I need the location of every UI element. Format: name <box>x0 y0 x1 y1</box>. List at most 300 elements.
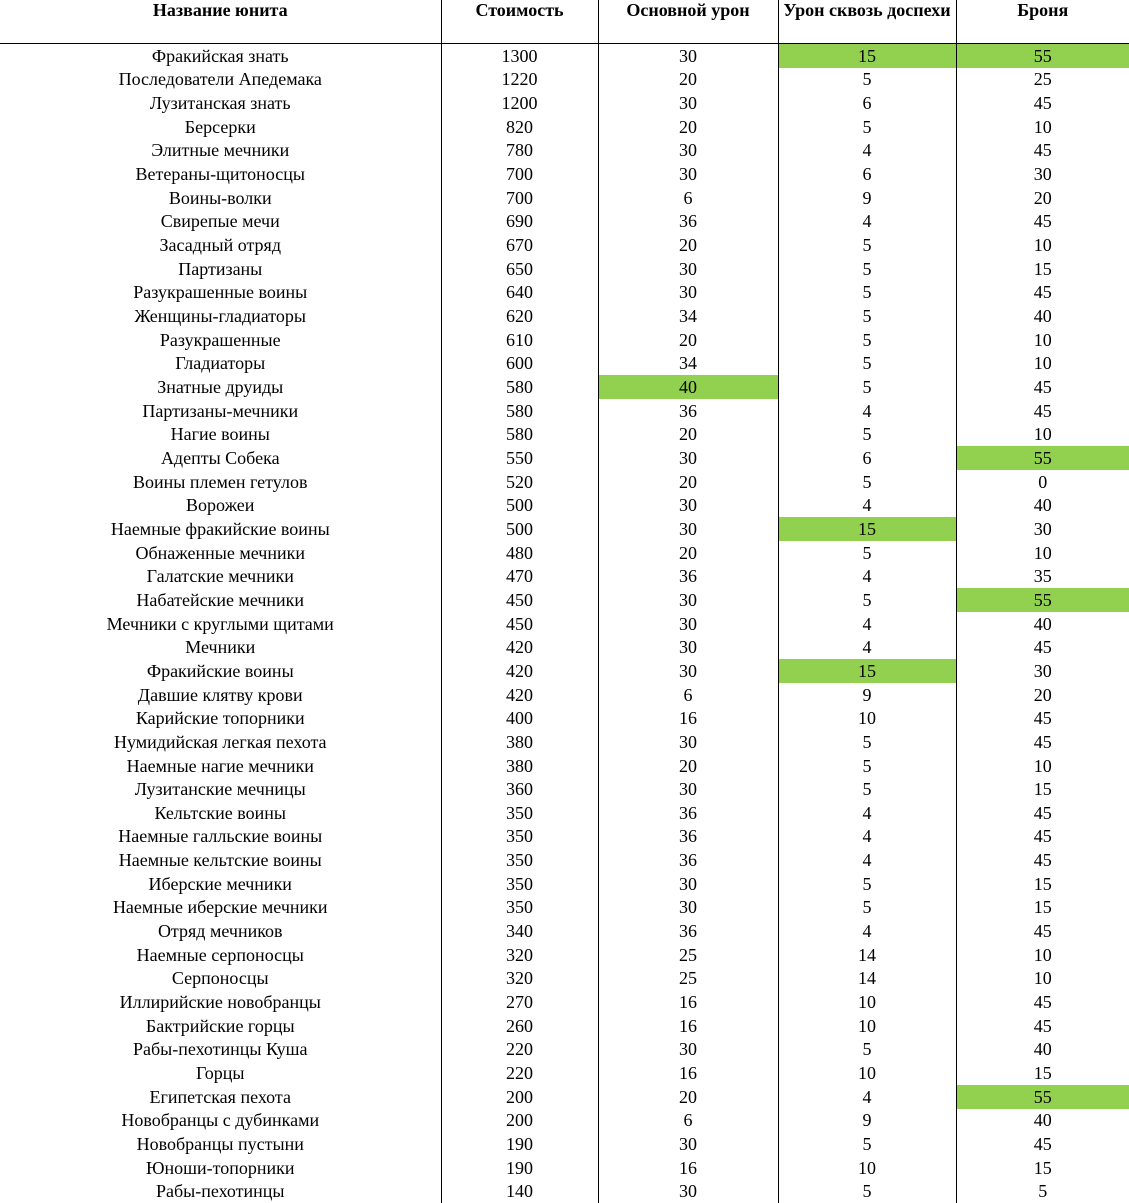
cell-armor: 30 <box>956 659 1129 683</box>
table-row <box>0 233 1129 257</box>
cell-armor: 15 <box>956 872 1129 896</box>
cell-armor-piercing: 9 <box>778 186 956 210</box>
cell-cost: 270 <box>441 990 598 1014</box>
cell-armor: 45 <box>956 139 1129 163</box>
cell-armor-piercing: 5 <box>778 1132 956 1156</box>
cell-unit-name: Адепты Собека <box>0 446 441 470</box>
table-row <box>0 825 1129 849</box>
table-row <box>0 1014 1129 1038</box>
cell-unit-name: Партизаны-мечники <box>0 399 441 423</box>
cell-base-damage: 40 <box>598 375 778 399</box>
cell-base-damage: 6 <box>598 683 778 707</box>
cell-unit-name: Берсерки <box>0 115 441 139</box>
cell-unit-name: Бактрийские горцы <box>0 1014 441 1038</box>
cell-unit-name: Горцы <box>0 1061 441 1085</box>
cell-cost: 580 <box>441 399 598 423</box>
cell-cost: 470 <box>441 564 598 588</box>
cell-cost: 1300 <box>441 44 598 68</box>
cell-armor: 45 <box>956 399 1129 423</box>
cell-base-damage: 30 <box>598 44 778 68</box>
cell-armor-piercing: 5 <box>778 257 956 281</box>
cell-base-damage: 16 <box>598 1014 778 1038</box>
cell-cost: 320 <box>441 967 598 991</box>
cell-base-damage: 20 <box>598 470 778 494</box>
cell-armor: 40 <box>956 493 1129 517</box>
cell-base-damage: 30 <box>598 1038 778 1062</box>
cell-base-damage: 30 <box>598 139 778 163</box>
cell-cost: 670 <box>441 233 598 257</box>
cell-armor-piercing: 4 <box>778 1085 956 1109</box>
table-header <box>0 0 1129 44</box>
cell-armor-piercing: 4 <box>778 825 956 849</box>
cell-unit-name: Партизаны <box>0 257 441 281</box>
cell-unit-name: Фракийская знать <box>0 44 441 68</box>
cell-armor-piercing: 4 <box>778 210 956 234</box>
cell-base-damage: 30 <box>598 162 778 186</box>
cell-armor-piercing: 9 <box>778 1109 956 1133</box>
cell-armor: 40 <box>956 1038 1129 1062</box>
cell-base-damage: 34 <box>598 304 778 328</box>
table-row <box>0 683 1129 707</box>
cell-base-damage: 20 <box>598 233 778 257</box>
cell-armor-piercing: 5 <box>778 304 956 328</box>
cell-armor-piercing: 5 <box>778 541 956 565</box>
cell-unit-name: Свирепые мечи <box>0 210 441 234</box>
cell-base-damage: 30 <box>598 446 778 470</box>
cell-unit-name: Новобранцы пустыни <box>0 1132 441 1156</box>
cell-cost: 610 <box>441 328 598 352</box>
cell-armor: 15 <box>956 896 1129 920</box>
table-row <box>0 352 1129 376</box>
cell-armor-piercing: 15 <box>778 44 956 68</box>
cell-armor: 15 <box>956 1156 1129 1180</box>
cell-armor-piercing: 5 <box>778 352 956 376</box>
cell-cost: 700 <box>441 162 598 186</box>
cell-armor: 10 <box>956 352 1129 376</box>
table-row <box>0 564 1129 588</box>
table-row <box>0 919 1129 943</box>
table-row <box>0 1038 1129 1062</box>
cell-cost: 190 <box>441 1132 598 1156</box>
cell-unit-name: Иберские мечники <box>0 872 441 896</box>
cell-base-damage: 36 <box>598 825 778 849</box>
cell-unit-name: Лузитанские мечницы <box>0 777 441 801</box>
cell-armor-piercing: 6 <box>778 91 956 115</box>
cell-cost: 600 <box>441 352 598 376</box>
cell-unit-name: Последователи Апедемака <box>0 68 441 92</box>
cell-base-damage: 20 <box>598 328 778 352</box>
table-row <box>0 896 1129 920</box>
table-row <box>0 186 1129 210</box>
cell-armor: 10 <box>956 967 1129 991</box>
cell-cost: 1220 <box>441 68 598 92</box>
table-row <box>0 990 1129 1014</box>
cell-base-damage: 30 <box>598 635 778 659</box>
cell-unit-name: Фракийские воины <box>0 659 441 683</box>
cell-armor-piercing: 4 <box>778 635 956 659</box>
table-row <box>0 541 1129 565</box>
table-row <box>0 777 1129 801</box>
cell-unit-name: Наемные кельтские воины <box>0 848 441 872</box>
table-row <box>0 68 1129 92</box>
header-base-damage: Основной урон <box>598 0 778 44</box>
cell-base-damage: 16 <box>598 706 778 730</box>
cell-unit-name: Знатные друиды <box>0 375 441 399</box>
cell-unit-name: Наемные фракийские воины <box>0 517 441 541</box>
table-body <box>0 44 1129 1203</box>
cell-cost: 350 <box>441 848 598 872</box>
cell-armor: 45 <box>956 1132 1129 1156</box>
cell-unit-name: Галатские мечники <box>0 564 441 588</box>
cell-unit-name: Наемные нагие мечники <box>0 754 441 778</box>
table-row <box>0 635 1129 659</box>
cell-armor: 10 <box>956 233 1129 257</box>
cell-base-damage: 36 <box>598 564 778 588</box>
table-row <box>0 328 1129 352</box>
cell-cost: 500 <box>441 493 598 517</box>
table-row <box>0 730 1129 754</box>
cell-armor-piercing: 5 <box>778 375 956 399</box>
table-row <box>0 848 1129 872</box>
cell-armor: 30 <box>956 517 1129 541</box>
cell-base-damage: 20 <box>598 115 778 139</box>
cell-armor: 0 <box>956 470 1129 494</box>
cell-armor-piercing: 5 <box>778 115 956 139</box>
cell-base-damage: 25 <box>598 967 778 991</box>
cell-armor: 45 <box>956 730 1129 754</box>
cell-armor-piercing: 10 <box>778 1061 956 1085</box>
cell-unit-name: Женщины-гладиаторы <box>0 304 441 328</box>
cell-armor-piercing: 6 <box>778 162 956 186</box>
table-row <box>0 1109 1129 1133</box>
cell-base-damage: 30 <box>598 493 778 517</box>
table-row <box>0 967 1129 991</box>
table-row <box>0 612 1129 636</box>
table-row <box>0 1061 1129 1085</box>
cell-base-damage: 30 <box>598 896 778 920</box>
header-armor-piercing: Урон сквозь доспехи <box>778 0 956 44</box>
cell-armor: 15 <box>956 777 1129 801</box>
table-row <box>0 1132 1129 1156</box>
cell-armor: 40 <box>956 1109 1129 1133</box>
cell-armor: 55 <box>956 446 1129 470</box>
cell-base-damage: 30 <box>598 588 778 612</box>
cell-armor-piercing: 10 <box>778 706 956 730</box>
cell-armor: 45 <box>956 919 1129 943</box>
cell-base-damage: 30 <box>598 1132 778 1156</box>
cell-armor: 45 <box>956 825 1129 849</box>
cell-armor: 35 <box>956 564 1129 588</box>
cell-unit-name: Карийские топорники <box>0 706 441 730</box>
cell-base-damage: 30 <box>598 281 778 305</box>
cell-armor-piercing: 5 <box>778 730 956 754</box>
cell-armor-piercing: 5 <box>778 233 956 257</box>
cell-cost: 450 <box>441 612 598 636</box>
cell-cost: 350 <box>441 872 598 896</box>
cell-base-damage: 25 <box>598 943 778 967</box>
table-row <box>0 304 1129 328</box>
cell-cost: 380 <box>441 730 598 754</box>
table-row <box>0 659 1129 683</box>
cell-unit-name: Набатейские мечники <box>0 588 441 612</box>
cell-armor: 10 <box>956 943 1129 967</box>
cell-armor: 45 <box>956 281 1129 305</box>
cell-cost: 200 <box>441 1085 598 1109</box>
cell-unit-name: Давшие клятву крови <box>0 683 441 707</box>
cell-armor: 15 <box>956 1061 1129 1085</box>
cell-cost: 190 <box>441 1156 598 1180</box>
cell-armor-piercing: 5 <box>778 754 956 778</box>
table-row <box>0 943 1129 967</box>
cell-cost: 140 <box>441 1180 598 1203</box>
cell-base-damage: 30 <box>598 659 778 683</box>
cell-armor: 45 <box>956 1014 1129 1038</box>
cell-armor-piercing: 6 <box>778 446 956 470</box>
cell-armor-piercing: 4 <box>778 493 956 517</box>
cell-armor: 40 <box>956 304 1129 328</box>
cell-armor: 10 <box>956 115 1129 139</box>
cell-armor: 10 <box>956 328 1129 352</box>
cell-armor: 55 <box>956 44 1129 68</box>
cell-cost: 340 <box>441 919 598 943</box>
cell-unit-name: Юноши-топорники <box>0 1156 441 1180</box>
cell-armor-piercing: 5 <box>778 872 956 896</box>
cell-armor: 20 <box>956 683 1129 707</box>
cell-armor-piercing: 10 <box>778 990 956 1014</box>
table-row <box>0 44 1129 68</box>
cell-armor: 25 <box>956 68 1129 92</box>
cell-cost: 420 <box>441 635 598 659</box>
cell-unit-name: Наемные галльские воины <box>0 825 441 849</box>
table-row <box>0 801 1129 825</box>
cell-base-damage: 6 <box>598 1109 778 1133</box>
cell-armor-piercing: 4 <box>778 612 956 636</box>
cell-unit-name: Мечники <box>0 635 441 659</box>
table-row <box>0 162 1129 186</box>
cell-unit-name: Элитные мечники <box>0 139 441 163</box>
cell-unit-name: Нагие воины <box>0 423 441 447</box>
cell-armor-piercing: 4 <box>778 801 956 825</box>
cell-armor-piercing: 5 <box>778 281 956 305</box>
cell-base-damage: 36 <box>598 210 778 234</box>
cell-armor-piercing: 5 <box>778 423 956 447</box>
cell-base-damage: 34 <box>598 352 778 376</box>
table-row <box>0 872 1129 896</box>
cell-unit-name: Обнаженные мечники <box>0 541 441 565</box>
cell-armor-piercing: 14 <box>778 967 956 991</box>
cell-cost: 650 <box>441 257 598 281</box>
cell-armor-piercing: 15 <box>778 659 956 683</box>
cell-unit-name: Мечники с круглыми щитами <box>0 612 441 636</box>
cell-armor: 40 <box>956 612 1129 636</box>
cell-armor: 55 <box>956 588 1129 612</box>
cell-armor: 10 <box>956 423 1129 447</box>
cell-cost: 220 <box>441 1038 598 1062</box>
table-row <box>0 470 1129 494</box>
cell-unit-name: Воины племен гетулов <box>0 470 441 494</box>
cell-cost: 520 <box>441 470 598 494</box>
cell-unit-name: Отряд мечников <box>0 919 441 943</box>
cell-base-damage: 36 <box>598 801 778 825</box>
cell-armor-piercing: 5 <box>778 328 956 352</box>
cell-cost: 640 <box>441 281 598 305</box>
cell-armor: 5 <box>956 1180 1129 1203</box>
cell-unit-name: Рабы-пехотинцы <box>0 1180 441 1203</box>
cell-unit-name: Кельтские воины <box>0 801 441 825</box>
cell-cost: 400 <box>441 706 598 730</box>
cell-base-damage: 20 <box>598 68 778 92</box>
cell-cost: 780 <box>441 139 598 163</box>
cell-armor: 45 <box>956 848 1129 872</box>
cell-armor: 45 <box>956 801 1129 825</box>
cell-unit-name: Гладиаторы <box>0 352 441 376</box>
cell-armor-piercing: 9 <box>778 683 956 707</box>
cell-armor-piercing: 4 <box>778 919 956 943</box>
cell-cost: 690 <box>441 210 598 234</box>
cell-armor-piercing: 5 <box>778 777 956 801</box>
cell-cost: 320 <box>441 943 598 967</box>
cell-armor-piercing: 5 <box>778 896 956 920</box>
cell-unit-name: Наемные серпоносцы <box>0 943 441 967</box>
table-row <box>0 517 1129 541</box>
cell-unit-name: Лузитанская знать <box>0 91 441 115</box>
cell-armor: 10 <box>956 541 1129 565</box>
cell-cost: 500 <box>441 517 598 541</box>
cell-unit-name: Иллирийские новобранцы <box>0 990 441 1014</box>
table-row <box>0 1180 1129 1203</box>
cell-armor-piercing: 5 <box>778 1038 956 1062</box>
cell-cost: 700 <box>441 186 598 210</box>
cell-armor: 45 <box>956 375 1129 399</box>
table-row <box>0 257 1129 281</box>
cell-base-damage: 20 <box>598 541 778 565</box>
cell-base-damage: 30 <box>598 517 778 541</box>
cell-cost: 480 <box>441 541 598 565</box>
cell-cost: 420 <box>441 683 598 707</box>
cell-armor-piercing: 10 <box>778 1156 956 1180</box>
cell-base-damage: 20 <box>598 1085 778 1109</box>
table-row <box>0 281 1129 305</box>
cell-armor-piercing: 5 <box>778 68 956 92</box>
header-row <box>0 0 1129 44</box>
cell-base-damage: 30 <box>598 777 778 801</box>
cell-base-damage: 16 <box>598 1156 778 1180</box>
cell-armor-piercing: 5 <box>778 588 956 612</box>
table-row <box>0 706 1129 730</box>
cell-unit-name: Ветераны-щитоносцы <box>0 162 441 186</box>
cell-armor: 20 <box>956 186 1129 210</box>
cell-cost: 350 <box>441 896 598 920</box>
table-row <box>0 399 1129 423</box>
cell-cost: 200 <box>441 1109 598 1133</box>
cell-armor: 45 <box>956 990 1129 1014</box>
cell-cost: 350 <box>441 825 598 849</box>
header-armor: Броня <box>956 0 1129 44</box>
cell-unit-name: Ворожеи <box>0 493 441 517</box>
cell-base-damage: 16 <box>598 1061 778 1085</box>
cell-cost: 1200 <box>441 91 598 115</box>
cell-cost: 380 <box>441 754 598 778</box>
cell-base-damage: 6 <box>598 186 778 210</box>
table-row <box>0 588 1129 612</box>
cell-armor: 30 <box>956 162 1129 186</box>
cell-armor: 15 <box>956 257 1129 281</box>
cell-cost: 450 <box>441 588 598 612</box>
cell-armor-piercing: 4 <box>778 139 956 163</box>
cell-cost: 820 <box>441 115 598 139</box>
cell-base-damage: 30 <box>598 872 778 896</box>
cell-cost: 620 <box>441 304 598 328</box>
table-row <box>0 139 1129 163</box>
cell-cost: 420 <box>441 659 598 683</box>
cell-armor: 45 <box>956 91 1129 115</box>
cell-cost: 360 <box>441 777 598 801</box>
cell-armor-piercing: 4 <box>778 399 956 423</box>
table-row <box>0 210 1129 234</box>
cell-cost: 220 <box>441 1061 598 1085</box>
cell-armor-piercing: 5 <box>778 1180 956 1203</box>
table-row <box>0 423 1129 447</box>
cell-base-damage: 16 <box>598 990 778 1014</box>
cell-base-damage: 36 <box>598 848 778 872</box>
cell-armor: 45 <box>956 635 1129 659</box>
cell-cost: 580 <box>441 375 598 399</box>
cell-base-damage: 20 <box>598 423 778 447</box>
cell-armor-piercing: 4 <box>778 848 956 872</box>
cell-base-damage: 36 <box>598 919 778 943</box>
cell-unit-name: Разукрашенные <box>0 328 441 352</box>
table-row <box>0 115 1129 139</box>
table-row <box>0 91 1129 115</box>
cell-armor-piercing: 5 <box>778 470 956 494</box>
cell-unit-name: Египетская пехота <box>0 1085 441 1109</box>
header-cost: Стоимость <box>441 0 598 44</box>
cell-unit-name: Воины-волки <box>0 186 441 210</box>
cell-armor-piercing: 14 <box>778 943 956 967</box>
cell-unit-name: Засадный отряд <box>0 233 441 257</box>
cell-armor-piercing: 15 <box>778 517 956 541</box>
table-row <box>0 446 1129 470</box>
cell-cost: 260 <box>441 1014 598 1038</box>
cell-base-damage: 30 <box>598 91 778 115</box>
cell-base-damage: 36 <box>598 399 778 423</box>
table-row <box>0 375 1129 399</box>
cell-unit-name: Рабы-пехотинцы Куша <box>0 1038 441 1062</box>
cell-armor-piercing: 4 <box>778 564 956 588</box>
cell-unit-name: Наемные иберские мечники <box>0 896 441 920</box>
header-unit-name: Название юнита <box>0 0 441 44</box>
cell-base-damage: 20 <box>598 754 778 778</box>
cell-cost: 350 <box>441 801 598 825</box>
cell-base-damage: 30 <box>598 612 778 636</box>
cell-unit-name: Разукрашенные воины <box>0 281 441 305</box>
cell-armor: 45 <box>956 706 1129 730</box>
cell-unit-name: Новобранцы с дубинками <box>0 1109 441 1133</box>
table-row <box>0 1085 1129 1109</box>
cell-unit-name: Нумидийская легкая пехота <box>0 730 441 754</box>
cell-armor: 45 <box>956 210 1129 234</box>
cell-unit-name: Серпоносцы <box>0 967 441 991</box>
cell-armor: 10 <box>956 754 1129 778</box>
table-row <box>0 1156 1129 1180</box>
cell-armor-piercing: 10 <box>778 1014 956 1038</box>
cell-cost: 550 <box>441 446 598 470</box>
cell-base-damage: 30 <box>598 257 778 281</box>
cell-cost: 580 <box>441 423 598 447</box>
cell-base-damage: 30 <box>598 1180 778 1203</box>
cell-base-damage: 30 <box>598 730 778 754</box>
table-row <box>0 493 1129 517</box>
